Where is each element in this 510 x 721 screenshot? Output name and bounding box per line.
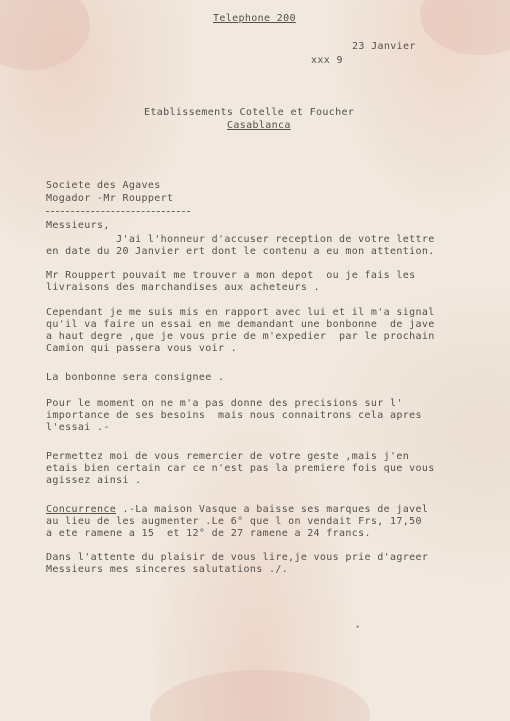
paragraph-line: qu'il va faire un essai en me demandant une bonbonne de jave (46, 319, 435, 330)
closing-line: Messieurs mes sinceres salutations ./. (46, 564, 289, 575)
recipient-name: Etablissements Cotelle et Foucher (144, 107, 355, 118)
paragraph-text: .-La maison Vasque a baisse ses marques de javel (116, 504, 429, 515)
paragraph-line: Permettez moi de vous remercier de votre geste ,mais j'en (46, 451, 410, 462)
paper-stain (420, 0, 510, 55)
sender-contact: Mogador -Mr Rouppert (46, 193, 174, 204)
paragraph-line: a haut degre ,que je vous prie de m'expedier par le prochain (46, 331, 435, 342)
letter-date: 23 Janvier (352, 41, 416, 52)
concurrence-heading: Concurrence (46, 504, 117, 515)
paragraph-line: livraisons des marchandises aux acheteurs . (46, 282, 320, 293)
paper-stain (0, 0, 90, 70)
paragraph-line: Mr Rouppert pouvait me trouver a mon depot ou je fais les (46, 270, 416, 281)
paragraph-line: etais bien certain car ce n'est pas la premiere fois que vous (46, 463, 435, 474)
sender-company: Societe des Agaves (46, 180, 161, 191)
separator-line (46, 211, 190, 212)
fold-mark-icon: • (355, 623, 361, 633)
paragraph-line: agissez ainsi . (46, 475, 142, 486)
paragraph-line: Camion qui passera vous voir . (46, 343, 238, 354)
paragraph-line: Pour le moment on ne m'a pas donne des precisions sur l' (46, 398, 403, 409)
paragraph-line: l'essai .- (46, 422, 110, 433)
paragraph-line: La bonbonne sera consignee . (46, 372, 225, 383)
letter-reference: xxx 9 (311, 55, 343, 66)
closing-line: Dans l'attente du plaisir de vous lire,je vous prie d'agreer (46, 552, 429, 563)
paragraph-line (46, 504, 428, 516)
paragraph-line: Cependant je me suis mis en rapport avec lui et il m'a signal (46, 307, 435, 318)
paragraph-line: au lieu de les augmenter .Le 6° que l on vendait Frs, 17,50 (46, 516, 422, 527)
paragraph-line: J'ai l'honneur d'accuser reception de votre lettre (46, 234, 435, 245)
paper-stain (150, 670, 370, 721)
telephone-number: Telephone 200 (213, 13, 296, 24)
salutation: Messieurs, (46, 220, 110, 231)
paragraph-line: importance de ses besoins mais nous connaitrons cela apres (46, 410, 422, 421)
paragraph-line: a ete ramene a 15 et 12° de 27 ramene a 24 francs. (46, 528, 371, 539)
recipient-city: Casablanca (227, 120, 291, 131)
paragraph-line: en date du 20 Janvier ert dont le contenu a eu mon attention. (46, 246, 435, 257)
